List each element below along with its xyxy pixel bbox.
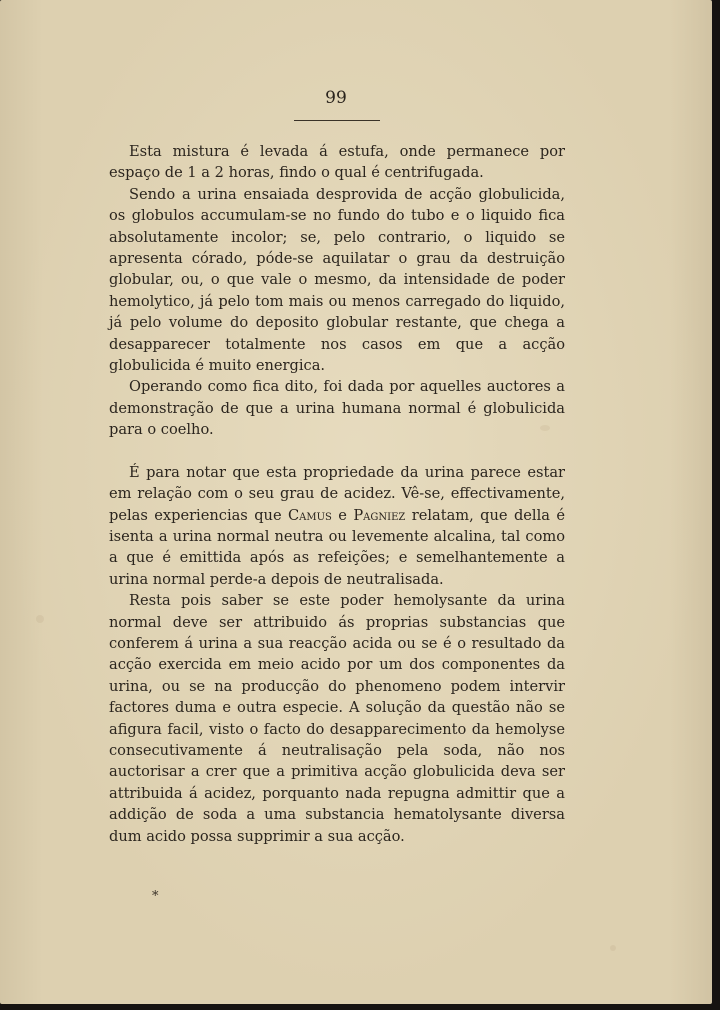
paragraph-text: Operando como fica dito, foi dada por aquelles auctores a demonstração de que a urina humana normal é globulicida para o coelho.	[109, 378, 565, 439]
paragraph-3	[109, 376, 565, 440]
paragraph-text: Sendo a urina ensaiada desprovida de acção globulicida, os globulos accumulam-se no fundo do tubo e o liquido fica absolutamente incolor; se, pelo contrario, o liquido se apresenta córado, póde-se aquilatar o grau da destruição globular, ou, o que vale o mesmo, da intensidade de poder hemolytico, já pelo tom mais ou menos carregado do liquido, já pelo volume do deposito globular restante, que chega a desapparecer totalmente nos casos em que a acção globulicida é muito energica.	[109, 185, 565, 375]
author-name-camus: Camus	[287, 506, 332, 524]
paragraph-5	[109, 590, 565, 847]
paragraph-4	[109, 462, 565, 590]
paragraph-text: Esta mistura é levada á estufa, onde permanece por espaço de 1 a 2 horas, findo o qual é centrifugada.	[109, 143, 565, 182]
author-name-pagniez: Pagniez	[353, 506, 406, 524]
paragraph-1	[109, 141, 565, 184]
paragraph-text: relatam, que della é isenta a urina normal neutra ou levemente alcalina, tal como a que é emittida após as refeições; e semelhantemente a urina normal perde-a depois de neutralisada.	[109, 506, 565, 588]
paragraph-text: Resta pois saber se este poder hemolysante da urina normal deve ser attribuido ás proprias substancias que conferem á urina a sua reacção acida ou se é o resultado da acção exercida em meio acido por um dos componentes da urina, ou se na producção do phenomeno podem intervir factores duma e outra especie. A solução da questão não se afigura facil, visto o facto do desapparecimento da hemolyse consecutivamente á neutralisação pela soda, não nos auctorisar a crer que a primitiva acção globulicida deva ser attribuida á acidez, porquanto nada repugna admittir que a addição de soda a uma substancia hematolysante diversa dum acido possa supprimir a sua acção.	[109, 592, 565, 845]
header-rule	[294, 120, 380, 121]
signature-mark: *	[152, 889, 159, 904]
paragraph-text: e	[331, 506, 354, 524]
paper-stain	[610, 945, 616, 951]
paragraph-2	[109, 184, 565, 377]
paragraph-text: É para notar que esta propriedade da urina parece estar em relação com o seu grau de acidez. Vê-se, effectivamente, pelas experiencias que	[109, 463, 565, 524]
paper-stain	[36, 615, 44, 623]
text-body	[109, 141, 565, 847]
page-number: 99	[325, 88, 347, 108]
